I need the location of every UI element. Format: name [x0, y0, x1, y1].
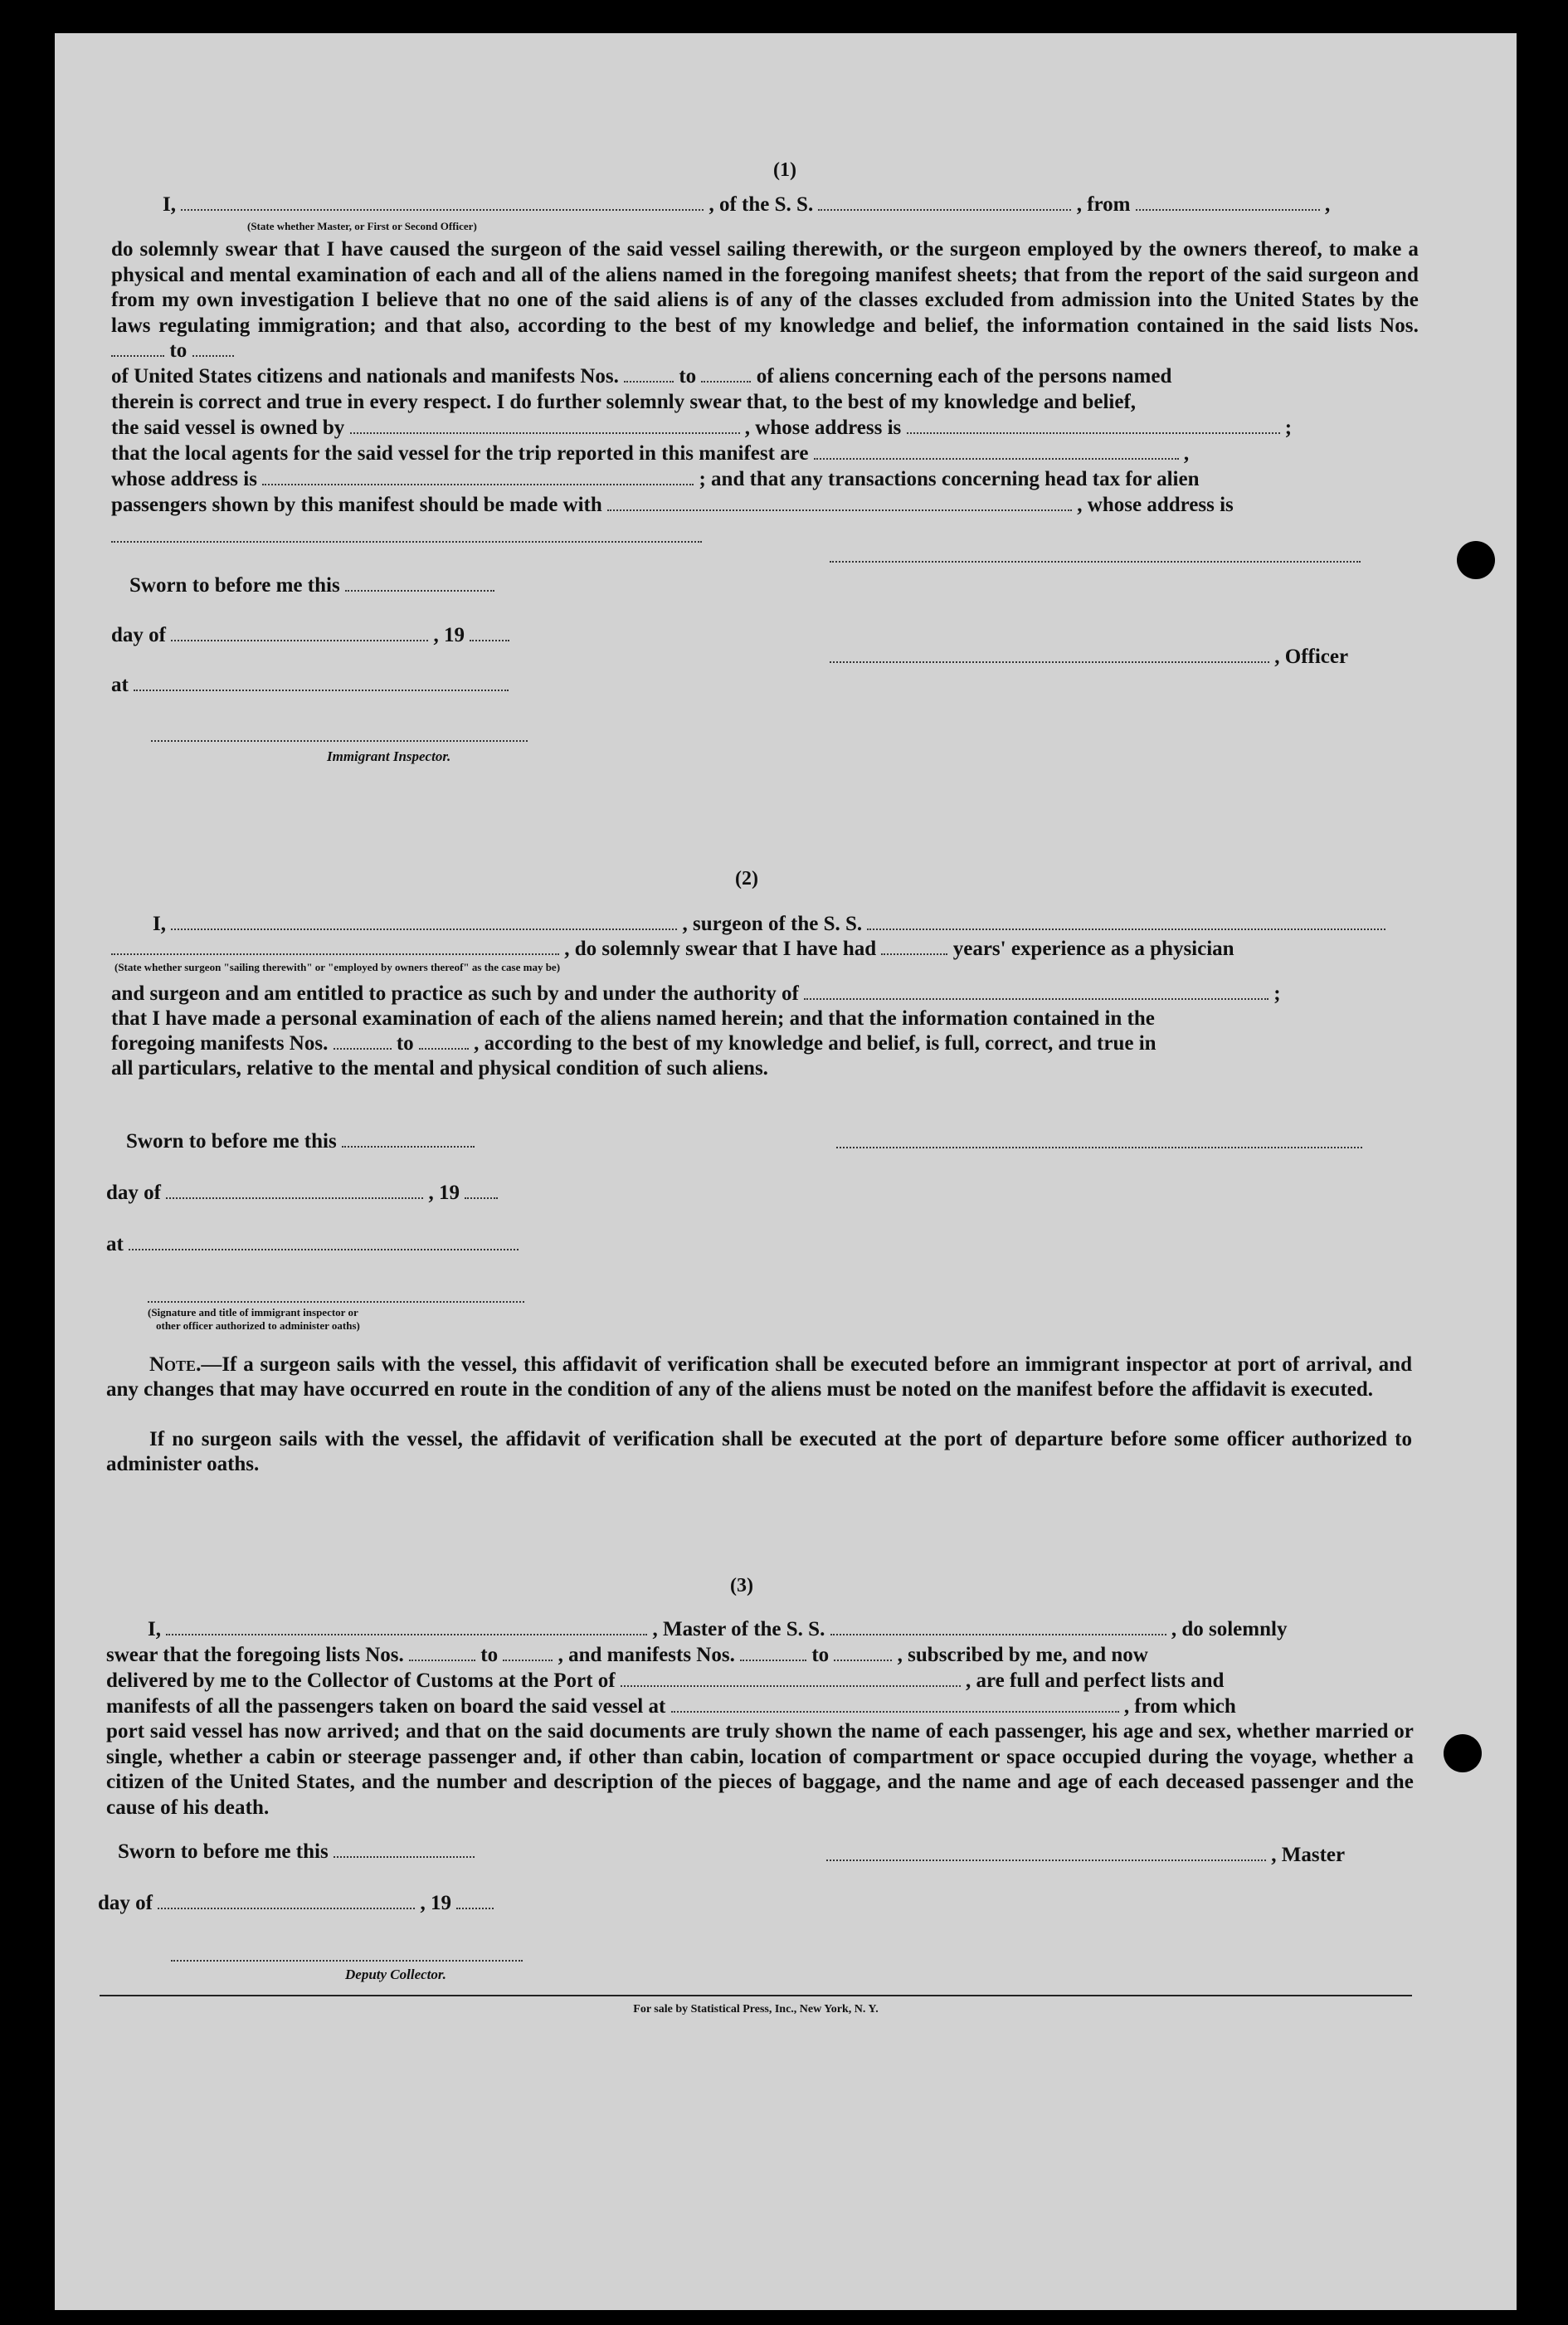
s3-lists-to-field[interactable]: [503, 1645, 553, 1661]
s2-note-paragraph: [106, 1353, 1412, 1402]
s2-note-paragraph-2: If no surgeon sails with the vessel, the affidavit of verification shall be executed at the port of departure before some officer authorized to administer oaths.: [106, 1428, 1412, 1475]
s3-master-sig: [826, 1844, 1345, 1867]
s3-manifests-from-field[interactable]: [740, 1645, 806, 1661]
s2-entitled-line: [111, 982, 1281, 1006]
s1-name-field[interactable]: [181, 194, 704, 211]
s1-manifests-from-field[interactable]: [624, 366, 674, 383]
s3-line-3: [106, 1669, 1224, 1693]
s1-comma-2: ,: [1183, 442, 1190, 465]
s3-i-label: I,: [148, 1618, 161, 1640]
s1-owner-address-field[interactable]: [907, 417, 1280, 434]
s2-semicolon: ;: [1273, 982, 1281, 1005]
s1-sworn-date-field[interactable]: [345, 575, 494, 592]
s2-vessel-field[interactable]: [867, 914, 1385, 930]
s2-at-label: at: [106, 1233, 124, 1255]
s1-to-label-2: to: [679, 365, 697, 388]
footer-text: For sale by Statistical Press, Inc., New York, N. Y.: [633, 2003, 879, 2015]
s1-head-tax-label: ; and that any transactions concerning head tax for alien: [699, 468, 1200, 490]
s2-all-particulars: all particulars, relative to the mental and physical condition of such aliens.: [111, 1057, 768, 1080]
s1-line-us: [111, 365, 1171, 388]
s2-day-of-label: day of: [106, 1182, 161, 1204]
s3-board-port-field[interactable]: [671, 1696, 1119, 1713]
s1-inspector-sig-field[interactable]: [151, 740, 528, 742]
s3-manifests-label: , and manifests Nos.: [558, 1644, 735, 1666]
s2-year-label: , 19: [428, 1182, 460, 1204]
s1-whose-address-end: , whose address is: [1077, 494, 1234, 516]
s2-type-field[interactable]: [111, 938, 559, 955]
s3-swear-label: swear that the foregoing lists Nos.: [106, 1644, 404, 1666]
s2-sworn: [126, 1130, 475, 1153]
s1-owner-field[interactable]: [350, 417, 740, 434]
s2-day-field[interactable]: [166, 1182, 423, 1199]
s2-sig-caption-2: other officer authorized to administer oaths): [156, 1319, 360, 1332]
s3-line-2: [106, 1644, 1148, 1667]
s1-day-of-label: day of: [111, 624, 166, 646]
s3-deputy-sig-field[interactable]: [171, 1960, 523, 1962]
s2-foregoing-line: [111, 1032, 1157, 1055]
s3-day-of-label: day of: [98, 1892, 153, 1914]
s3-port-field[interactable]: [621, 1670, 961, 1687]
s1-officer-field[interactable]: [830, 646, 1269, 663]
s3-body: port said vessel has now arrived; and that on the said documents are truly shown the name of each passenger, his age and sex, whether married or single, whether a cabin or steerage passenger and, if other than cabin, location of compartment or space occupied during the voyage, whether a citizen of the United States, and the number and description of the pieces of baggage, and the name and age of each deceased passenger and the cause of his death.: [106, 1720, 1414, 1819]
s3-line-4: [106, 1695, 1236, 1718]
s1-body-paragraph: [111, 237, 1419, 364]
s3-master-label: , Master of the S. S.: [652, 1618, 825, 1640]
s1-day-of: [111, 624, 509, 647]
s2-surgeon-label: , surgeon of the S. S.: [682, 913, 863, 935]
s1-lists-to-field[interactable]: [192, 340, 234, 357]
s1-us-label: of United States citizens and nationals and manifests Nos.: [111, 365, 619, 388]
s1-year-label: , 19: [433, 624, 465, 646]
s1-signature-field[interactable]: [830, 561, 1361, 563]
s3-sworn: [118, 1840, 475, 1864]
s1-to-label: to: [169, 339, 187, 362]
s2-signature-field[interactable]: [836, 1147, 1362, 1148]
s3-deputy-caption: Deputy Collector.: [345, 1967, 446, 1982]
s3-day-field[interactable]: [158, 1893, 415, 1909]
s2-year-field[interactable]: [465, 1182, 498, 1199]
s1-of-ss-label: , of the S. S.: [709, 193, 814, 216]
footer-rule: [100, 1995, 1412, 1996]
s1-year-field[interactable]: [470, 625, 509, 641]
s2-i-label: I,: [153, 913, 166, 935]
s1-owned-line: [111, 417, 1292, 440]
s2-according-label: , according to the best of my knowledge and belief, is full, correct, and true in: [474, 1032, 1157, 1055]
s3-manifests-to-field[interactable]: [834, 1645, 892, 1661]
s3-master-sig-field[interactable]: [826, 1845, 1266, 1861]
s2-sworn-date-field[interactable]: [342, 1131, 475, 1148]
s1-sworn-label: Sworn to before me this: [129, 574, 340, 597]
s1-aliens-label: of aliens concerning each of the persons named: [756, 365, 1172, 388]
s1-semicolon: ;: [1284, 417, 1293, 439]
s3-sworn-label: Sworn to before me this: [118, 1840, 329, 1863]
s2-foregoing-label: foregoing manifests Nos.: [111, 1032, 329, 1055]
s3-full-label: , are full and perfect lists and: [966, 1669, 1225, 1692]
s3-vessel-field[interactable]: [830, 1619, 1166, 1635]
s1-from-label: , from: [1076, 193, 1131, 216]
s3-delivered-label: delivered by me to the Collector of Customs at the Port of: [106, 1669, 616, 1692]
s1-body-text: do solemnly swear that I have caused the surgeon of the said vessel sailing therewith, or the surgeon employed by the owners thereof, to make a physical and mental examination of each and all of the aliens named in the foregoing manifest sheets; that from the report of the said surgeon and from my own investigation I believe that no one of the said aliens is of any of the classes excluded from admission into the United States by the laws regulating immigration; and that also, according to the best of my knowledge and belief, the information contained in the said lists Nos.: [111, 238, 1419, 337]
s3-solemnly-label: , do solemnly: [1171, 1618, 1288, 1640]
s1-i-label: I,: [163, 193, 176, 216]
s1-whose-address-label: whose address is: [111, 468, 257, 490]
s1-agents-label: that the local agents for the said vessel for the trip reported in this manifest are: [111, 442, 809, 465]
s1-officer-line: [830, 646, 1348, 669]
s3-line-1: [148, 1618, 1287, 1641]
s2-line-2: [111, 938, 1234, 961]
s1-therein: therein is correct and true in every respect. I do further solemnly swear that, to the best of my knowledge and belief,: [111, 391, 1137, 413]
s2-note-label: Note.: [149, 1353, 202, 1376]
s1-at: [111, 674, 509, 697]
s2-manifest-to-field[interactable]: [419, 1033, 469, 1050]
s1-address-line: [111, 468, 1200, 491]
s1-agents-address-field[interactable]: [262, 469, 694, 485]
s1-inspector-caption: Immigrant Inspector.: [327, 748, 451, 764]
s2-sworn-label: Sworn to before me this: [126, 1130, 337, 1153]
s1-at-field[interactable]: [134, 675, 509, 691]
s3-to-label: to: [480, 1644, 499, 1666]
punch-hole: [1444, 1734, 1482, 1772]
s2-at-field[interactable]: [129, 1234, 519, 1250]
s2-inspector-sig-field[interactable]: [148, 1301, 524, 1303]
s1-sworn: [129, 574, 494, 597]
s3-from-which-label: , from which: [1123, 1695, 1236, 1718]
s3-year-field[interactable]: [456, 1893, 494, 1909]
s1-passengers-label: passengers shown by this manifest should be made with: [111, 494, 602, 516]
s2-authority-field[interactable]: [804, 983, 1269, 1000]
s2-solemnly-label: , do solemnly swear that I have had: [564, 938, 877, 960]
s2-line-1: [153, 913, 1385, 936]
s3-day-of: [98, 1892, 494, 1915]
s2-caption: (State whether surgeon "sailing therewith" or "employed by owners thereof" as the case may be): [114, 961, 561, 973]
s2-day-of: [106, 1182, 498, 1205]
s1-title-caption: (State whether Master, or First or Second Officer): [247, 220, 477, 232]
s1-agents-field[interactable]: [814, 443, 1179, 460]
section-3-number: (3): [730, 1575, 753, 1596]
s2-note-text: —If a surgeon sails with the vessel, this affidavit of verification shall be executed before an immigrant inspector at port of arrival, and any changes that may have occurred en route in the condition of any of the aliens must be noted on the manifest before the affidavit is executed.: [106, 1353, 1412, 1401]
s1-address-field[interactable]: [111, 541, 702, 543]
document-page: [55, 33, 1517, 2310]
s3-year-label: , 19: [420, 1892, 451, 1914]
s1-officer-label: , Officer: [1274, 646, 1349, 668]
s2-to-label: to: [396, 1032, 414, 1055]
s3-manifests-all-label: manifests of all the passengers taken on board the said vessel at: [106, 1695, 666, 1718]
s3-master-sig-label: , Master: [1271, 1844, 1346, 1866]
s1-manifests-to-field[interactable]: [701, 366, 751, 383]
s3-to-label-2: to: [811, 1644, 830, 1666]
s2-sig-caption-1: (Signature and title of immigrant inspector or: [148, 1306, 358, 1318]
s1-from-field[interactable]: [1136, 194, 1320, 211]
s2-at: [106, 1233, 519, 1256]
s1-agents-line: [111, 442, 1189, 465]
s1-comma: ,: [1325, 193, 1331, 216]
s2-personal: that I have made a personal examination of each of the aliens named herein; and that the information contained in the: [111, 1007, 1155, 1030]
s2-years-field[interactable]: [881, 938, 947, 955]
s1-passengers-line: [111, 494, 1234, 517]
section-2-number: (2): [735, 868, 758, 890]
s1-address-label: , whose address is: [744, 417, 902, 439]
s1-head-tax-field[interactable]: [607, 495, 1072, 511]
s3-subscribed-label: , subscribed by me, and now: [897, 1644, 1148, 1666]
s1-line-1: [163, 193, 1330, 217]
s2-name-field[interactable]: [171, 914, 677, 930]
s1-vessel-field[interactable]: [818, 194, 1071, 211]
s3-lists-from-field[interactable]: [409, 1645, 475, 1661]
s3-sworn-date-field[interactable]: [334, 1841, 475, 1858]
s2-years-label: years' experience as a physician: [952, 938, 1234, 960]
s2-manifest-from-field[interactable]: [334, 1033, 392, 1050]
s1-day-field[interactable]: [171, 625, 428, 641]
s3-name-field[interactable]: [166, 1619, 647, 1635]
s1-lists-from-field[interactable]: [111, 340, 164, 357]
s1-owned-label: the said vessel is owned by: [111, 417, 345, 439]
s1-at-label: at: [111, 674, 129, 696]
punch-hole: [1457, 541, 1495, 579]
s2-entitled-label: and surgeon and am entitled to practice as such by and under the authority of: [111, 982, 799, 1005]
section-1-number: (1): [773, 159, 796, 181]
